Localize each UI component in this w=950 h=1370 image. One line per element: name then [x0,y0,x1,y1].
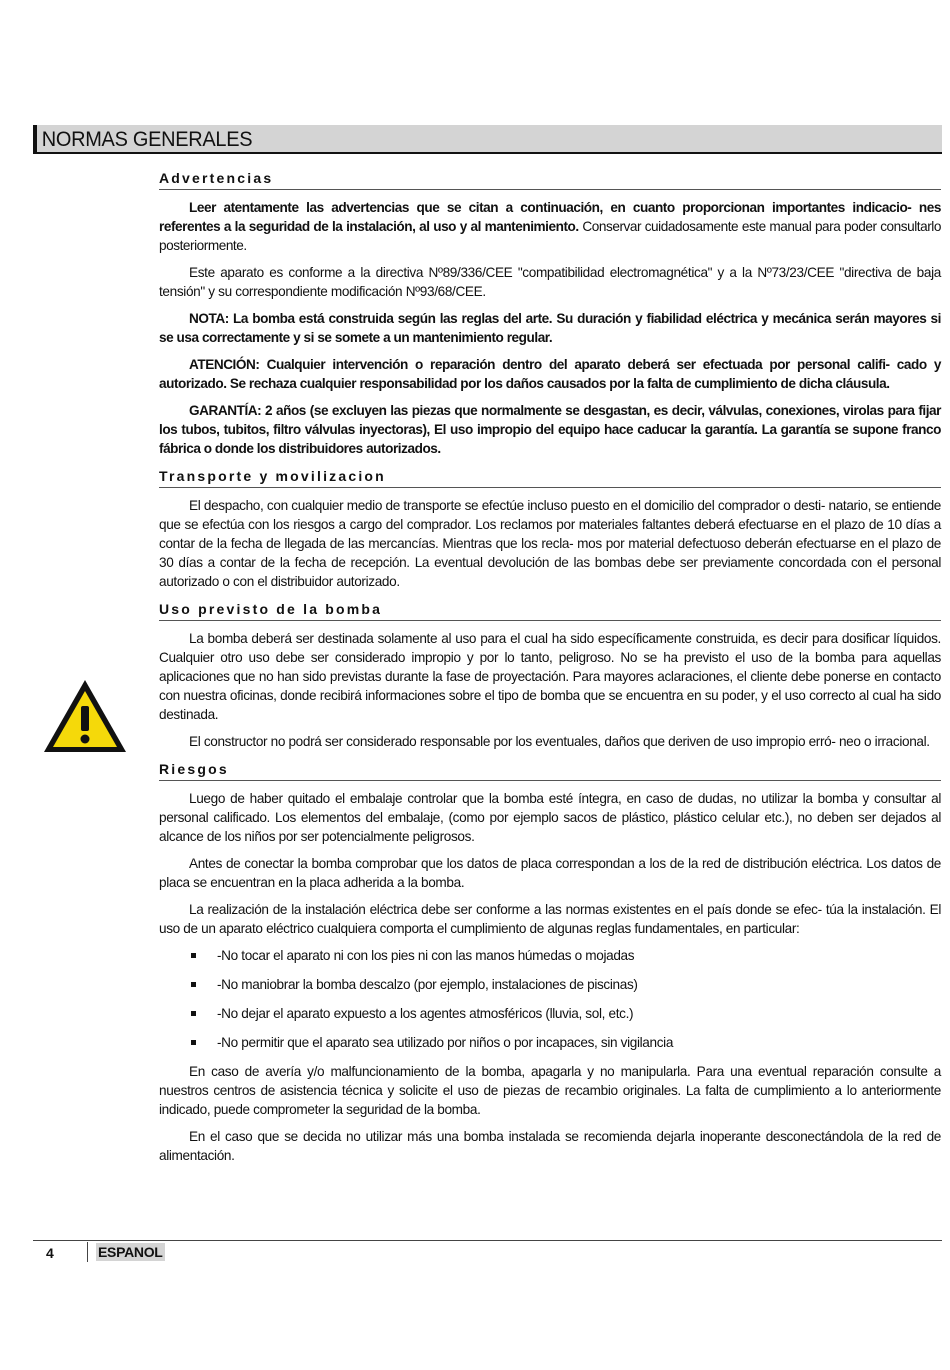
section-title-bar [33,125,942,154]
advertencias-p1-bold: Leer atentamente las advertencias que se citan a continuación, en cuanto proporcionan importantes indicacio- nes referentes a la seguridad de la instalación, al uso y al mantenimiento. [159,200,941,234]
heading-uso-previsto: Uso previsto de la bomba [159,599,941,621]
warning-triangle-icon [40,676,130,756]
list-item: -No tocar el aparato ni con los pies ni con las manos húmedas o mojadas [159,946,941,965]
heading-advertencias: Advertencias [159,168,941,190]
riesgos-paragraph-3: La realización de la instalación eléctrica debe ser conforme a las normas existentes en el país donde se efec- túa la instalación. El uso de un aparato eléctrico cualquiera comporta el cumplimiento de algunas reglas fundamentales, en particular: [159,902,941,936]
riesgos-paragraph-4: En caso de avería y/o malfuncionamiento de la bomba, apagarla y no manipularla. Para una eventual reparación consulte a nuestros centros de asistencia técnica y solicite el uso de piezas de recambio originales. La falta de cumplimiento a lo anteriormente indicado, puede comprometer la seguridad de la bomba. [159,1064,941,1117]
list-item: -No permitir que el aparato sea utilizado por niños o por incapaces, sin vigilancia [159,1033,941,1052]
uso-paragraph-2: El constructor no podrá ser considerado responsable por los eventuales, daños que deriven de uso impropio erró- neo o irracional. [189,734,930,749]
language-label: ESPANOL [98,1244,163,1260]
safety-rules-list [159,946,941,1052]
uso-paragraph-1: La bomba deberá ser destinada solamente al uso para el cual ha sido específicamente construida, es decir para dosificar líquidos. Cualquier otro uso debe ser considerado impropio y por lo tanto, peligroso. No se ha previsto el uso de la bomba para aquellas aplicaciones que no han sido previstas durante la fase de proyectación. Para mayores aclaraciones, el cliente debe ponerse en contacto con nuestra oficinas, donde recibirá informaciones sobre el tipo de bomba que se encuentra en su poder, y el uso correcto al cual ha sido destinada. [159,631,941,722]
garantia-paragraph: GARANTÍA: 2 años (se excluyen las piezas que normalmente se desgastan, es decir, válvulas, conexiones, virolas para fijar los tubos, tubitos, filtro válvulas inyectoras), El uso impropio del equipo hace caducar la garantía. La garantía se supone franco fábrica o donde los distribuidores autorizados. [159,403,941,456]
heading-transporte: Transporte y movilizacion [159,466,941,488]
riesgos-paragraph-2: Antes de conectar la bomba comprobar que los datos de placa correspondan a los de la red de distribución eléctrica. Los datos de placa se encuentran en la placa adherida a la bomba. [159,856,941,890]
footer-separator [87,1242,88,1262]
page-number: 4 [46,1245,54,1261]
footer-divider [33,1240,942,1241]
nota-paragraph: NOTA: La bomba está construida según las reglas del arte. Su duración y fiabilidad eléctrica y mecánica serán mayores si se usa correctamente y si se somete a un mantenimiento regular. [159,311,941,345]
riesgos-paragraph-1: Luego de haber quitado el embalaje controlar que la bomba esté íntegra, en caso de dudas, no utilizar la bomba y consultar al personal calificado. Los elementos del embalaje, (como por ejemplo sacos de plástico, plástico celular etc.), no deben ser dejados al alcance de los niños por ser potencialmente peligrosos. [159,791,941,844]
document-body [159,168,941,1173]
list-item: -No maniobrar la bomba descalzo (por ejemplo, instalaciones de piscinas) [159,975,941,994]
page-title: NORMAS GENERALES [41,128,253,151]
atencion-paragraph: ATENCIÓN: Cualquier intervención o reparación dentro del aparato deberá ser efectuada por personal califi- cado y autorizado. Se rechaza cualquier responsabilidad por los daños causados por la falta de cumplimiento de dicha cláusula. [159,357,941,391]
list-item: -No dejar el aparato expuesto a los agentes atmosféricos (lluvia, sol, etc.) [159,1004,941,1023]
riesgos-paragraph-5: En el caso que se decida no utilizar más una bomba instalada se recomienda dejarla inoperante desconectándola de la red de alimentación. [159,1129,941,1163]
transporte-paragraph: El despacho, con cualquier medio de transporte se efectúe incluso puesto en el domicilio del comprador o desti- natario, se entiende que se efectúa con los riesgos a cargo del comprador. Los reclamos por materiales faltantes deberá efectuarse en el plazo de 10 días a contar de la fecha de llegada de las mercancías. Mientras que los recla- mos por material defectuoso deberán efectuarse en el plazo de 30 días a contar de la fecha de recepción. La eventual devolución de las bombas debe ser previamente concordada con el personal autorizado o con el distribuidor autorizado. [159,498,941,589]
advertencias-p1-normal: Conservar cuidadosamente este manual para poder consultarlo posteriormente. [159,219,941,253]
advertencias-paragraph-1 [159,198,941,255]
advertencias-paragraph-2: Este aparato es conforme a la directiva Nº89/336/CEE "compatibilidad electromagnética" y a la Nº73/23/CEE "directiva de baja tensión" y su correspondiente modificación Nº93/68/CEE. [159,265,941,299]
heading-riesgos: Riesgos [159,759,941,781]
